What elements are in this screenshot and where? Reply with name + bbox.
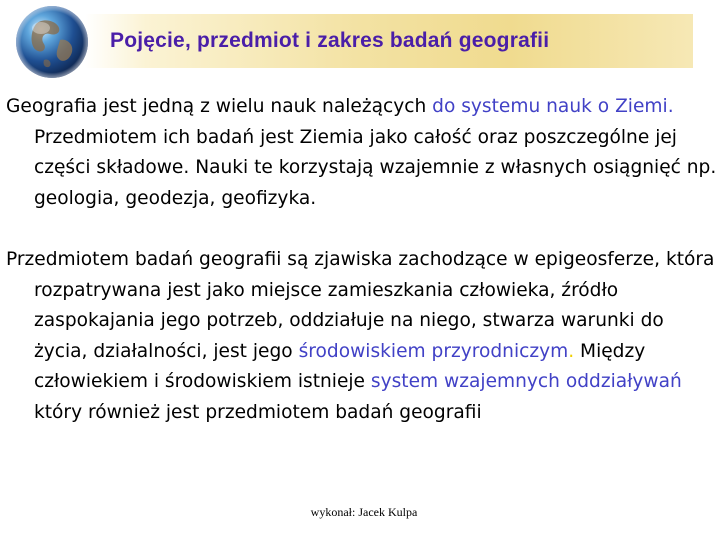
paragraph-1-highlight: do systemu nauk o Ziemi. [432, 96, 674, 117]
slide-title: Pojęcie, przedmiot i zakres badań geografii [110, 29, 550, 52]
paragraph-1-text: Geografia jest jedną z wielu nauk należących [6, 96, 433, 117]
slide-body [6, 92, 722, 428]
paragraph-2-continuation: który również jest przedmiotem badań geografii [34, 401, 482, 423]
paragraph-1 [6, 92, 722, 214]
paragraph-1-continuation: Przedmiotem ich badań jest Ziemia jako całość oraz poszczególne jej części składowe. Nauki te korzystają wzajemnie z własnych osiągnięć np. geologia, geodezja, geofizyka. [34, 126, 717, 209]
paragraph-2-highlight-system: system wzajemnych oddziaływań [370, 371, 682, 392]
paragraph-2 [6, 245, 722, 428]
globe-icon [14, 4, 90, 80]
paragraph-2-highlight-environment: środowiskiem przyrodniczym [298, 340, 569, 362]
paragraph-2-middle: Między człowiekiem i środowiskiem istnieje [34, 340, 646, 392]
paragraph-2-text: Przedmiotem badań geografii są zjawiska zachodzące w epigeosferze, która rozpatrywana jest jako miejsce zamieszkania człowieka, źródło zaspokajania jego potrzeb, oddziałuje na niego, stwarza warunki do życia, działalności, jest jego [6, 249, 715, 362]
paragraph-2-accent-dot: . [568, 340, 575, 362]
footer-author: wykonał: Jacek Kulpa [310, 505, 418, 519]
